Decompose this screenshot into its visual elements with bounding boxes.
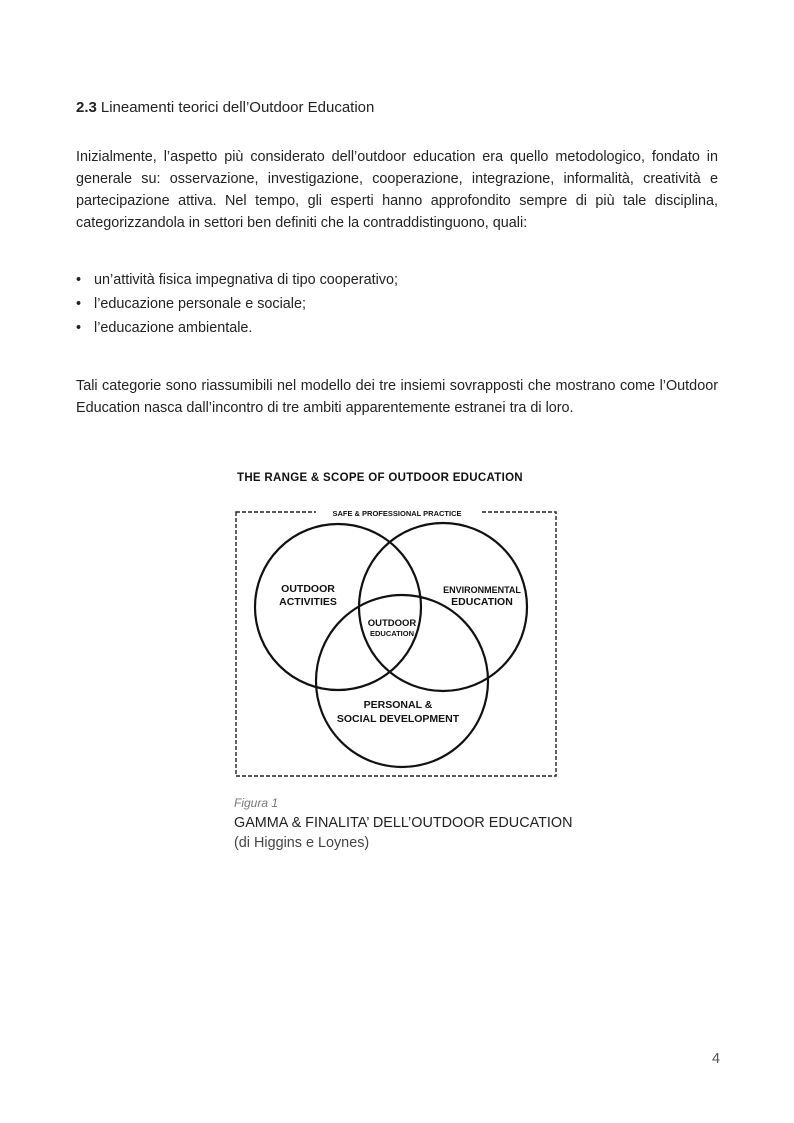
venn-diagram (232, 462, 562, 782)
bullet-icon: • (76, 320, 82, 336)
circle-bottom-line1: PERSONAL & (363, 699, 433, 711)
circle-right-line2: EDUCATION (451, 596, 513, 608)
figure-caption: GAMMA & FINALITA’ DELL’OUTDOOR EDUCATION (234, 815, 573, 831)
diagram-title: THE RANGE & SCOPE OF OUTDOOR EDUCATION (237, 472, 523, 484)
category-list (76, 268, 398, 340)
section-title: Lineamenti teorici dell’Outdoor Education (100, 99, 375, 116)
list-item: • l’educazione personale e sociale; (76, 292, 398, 316)
summary-paragraph: Tali categorie sono riassumibili nel modello dei tre insiemi sovrapposti che mostrano come l’Outdoor Education nasca dall’incontro di tre ambiti apparentemente estranei tra di loro. (76, 378, 718, 416)
bullet-icon: • (76, 296, 82, 312)
bullet-icon: • (76, 272, 82, 288)
figure-label: Figura 1 (234, 796, 279, 810)
list-item: • un’attività fisica impegnativa di tipo cooperativo; (76, 268, 398, 292)
frame-label: SAFE & PROFESSIONAL PRACTICE (332, 509, 462, 518)
list-item: • l’educazione ambientale. (76, 316, 398, 340)
intro-paragraph: Inizialmente, l’aspetto più considerato dell’outdoor education era quello metodologico, fondato in generale su: osservazione, investigazione, cooperazione, integrazione, informalità, creatività e partecipazione attiva. Nel tempo, gli esperti hanno approfondito sempre di più tale disciplina, categorizzandola in settori ben definiti che la contraddistinguono, quali: (76, 149, 718, 231)
page-number: 4 (712, 1051, 721, 1067)
center-line1: OUTDOOR (367, 618, 417, 629)
section-number: 2.3 (76, 99, 97, 116)
figure-credit: (di Higgins e Loynes) (234, 835, 370, 851)
circle-bottom-line2: SOCIAL DEVELOPMENT (336, 713, 460, 725)
circle-left-line1: OUTDOOR (281, 583, 335, 595)
venn-diagram-figure (232, 462, 562, 782)
section-heading (76, 99, 374, 116)
practice-frame (236, 512, 556, 776)
center-line2: EDUCATION (369, 629, 415, 638)
circle-left-line2: ACTIVITIES (279, 596, 337, 608)
circle-right-line1: ENVIRONMENTAL (443, 585, 521, 595)
